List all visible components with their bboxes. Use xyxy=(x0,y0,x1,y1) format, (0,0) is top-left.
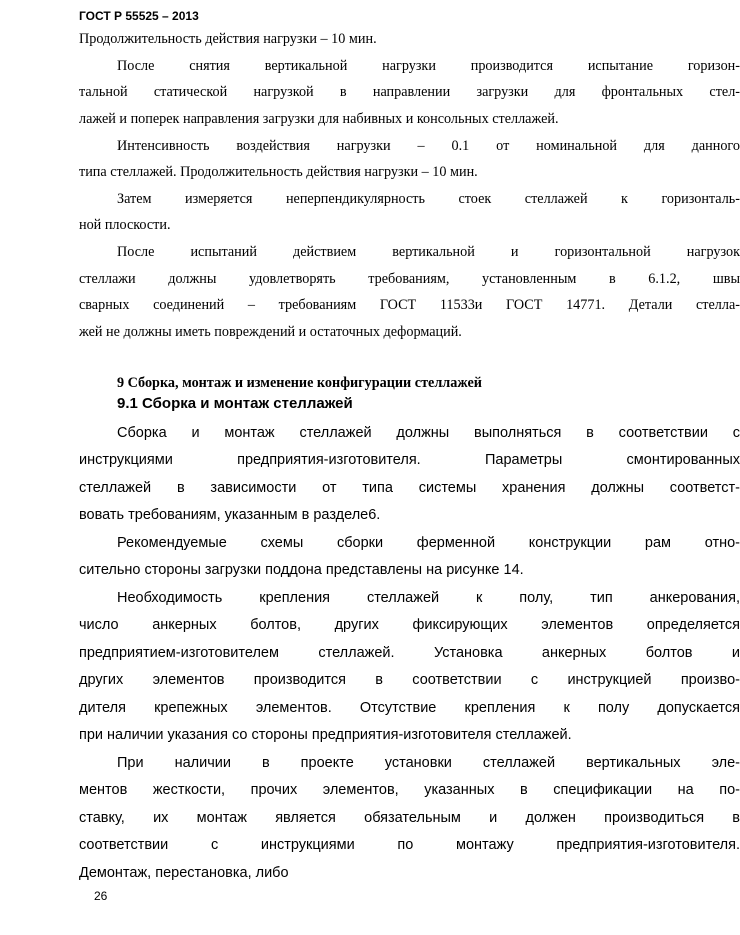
paragraph-line: Рекомендуемые схемы сборки ферменной конструкции рам отно- xyxy=(117,535,740,551)
section-heading: 9 Сборка, монтаж и изменение конфигурации стеллажей xyxy=(117,375,482,391)
paragraph-line: После испытаний действием вертикальной и горизонтальной нагрузок xyxy=(117,244,740,260)
paragraph-line: предприятием-изготовителем стеллажей. Установка анкерных болтов и xyxy=(79,645,740,661)
paragraph-line: Продолжительность действия нагрузки – 10 мин. xyxy=(79,31,377,47)
paragraph-line: ставку, их монтаж является обязательным и должен производиться в xyxy=(79,810,740,826)
paragraph-line: ной плоскости. xyxy=(79,217,171,233)
paragraph-line: жей не должны иметь повреждений и остаточных деформаций. xyxy=(79,324,462,340)
paragraph-line: сительно стороны загрузки поддона представлены на рисунке 14. xyxy=(79,562,524,578)
subsection-heading: 9.1 Сборка и монтаж стеллажей xyxy=(117,395,353,412)
paragraph-line: При наличии в проекте установки стеллажей вертикальных эле- xyxy=(117,755,740,771)
document-header: ГОСТ Р 55525 – 2013 xyxy=(79,9,199,23)
paragraph-line: дителя крепежных элементов. Отсутствие крепления к полу допускается xyxy=(79,700,740,716)
paragraph-line: типа стеллажей. Продолжительность действия нагрузки – 10 мин. xyxy=(79,164,478,180)
paragraph-line: ментов жесткости, прочих элементов, указанных в спецификации на по- xyxy=(79,782,740,798)
paragraph-line: Демонтаж, перестановка, либо xyxy=(79,865,289,881)
paragraph-line: Интенсивность воздействия нагрузки – 0.1 от номинальной для данного xyxy=(117,138,740,154)
paragraph-line: инструкциями предприятия-изготовителя. Параметры смонтированных xyxy=(79,452,740,468)
paragraph-line: соответствии с инструкциями по монтажу предприятия-изготовителя. xyxy=(79,837,740,853)
page-number: 26 xyxy=(94,889,108,903)
paragraph-line: лажей и поперек направления загрузки для набивных и консольных стеллажей. xyxy=(79,111,559,127)
paragraph-line: стеллажи должны удовлетворять требованиям, установленным в 6.1.2, швы xyxy=(79,271,740,287)
paragraph-line: Необходимость крепления стеллажей к полу, тип анкерования, xyxy=(117,590,740,606)
paragraph-line: После снятия вертикальной нагрузки производится испытание горизон- xyxy=(117,58,740,74)
paragraph-line: сварных соединений – требованиям ГОСТ 11533и ГОСТ 14771. Детали стелла- xyxy=(79,297,740,313)
paragraph-line: Сборка и монтаж стеллажей должны выполняться в соответствии с xyxy=(117,425,740,441)
paragraph-line: число анкерных болтов, других фиксирующих элементов определяется xyxy=(79,617,740,633)
paragraph-line: Затем измеряется неперпендикулярность стоек стеллажей к горизонталь- xyxy=(117,191,740,207)
paragraph-line: стеллажей в зависимости от типа системы хранения должны соответст- xyxy=(79,480,740,496)
paragraph-line: при наличии указания со стороны предприятия-изготовителя стеллажей. xyxy=(79,727,572,743)
paragraph-line: других элементов производится в соответствии с инструкцией произво- xyxy=(79,672,740,688)
paragraph-line: тальной статической нагрузкой в направлении загрузки для фронтальных стел- xyxy=(79,84,740,100)
paragraph-line: вовать требованиям, указанным в разделе6. xyxy=(79,507,381,523)
